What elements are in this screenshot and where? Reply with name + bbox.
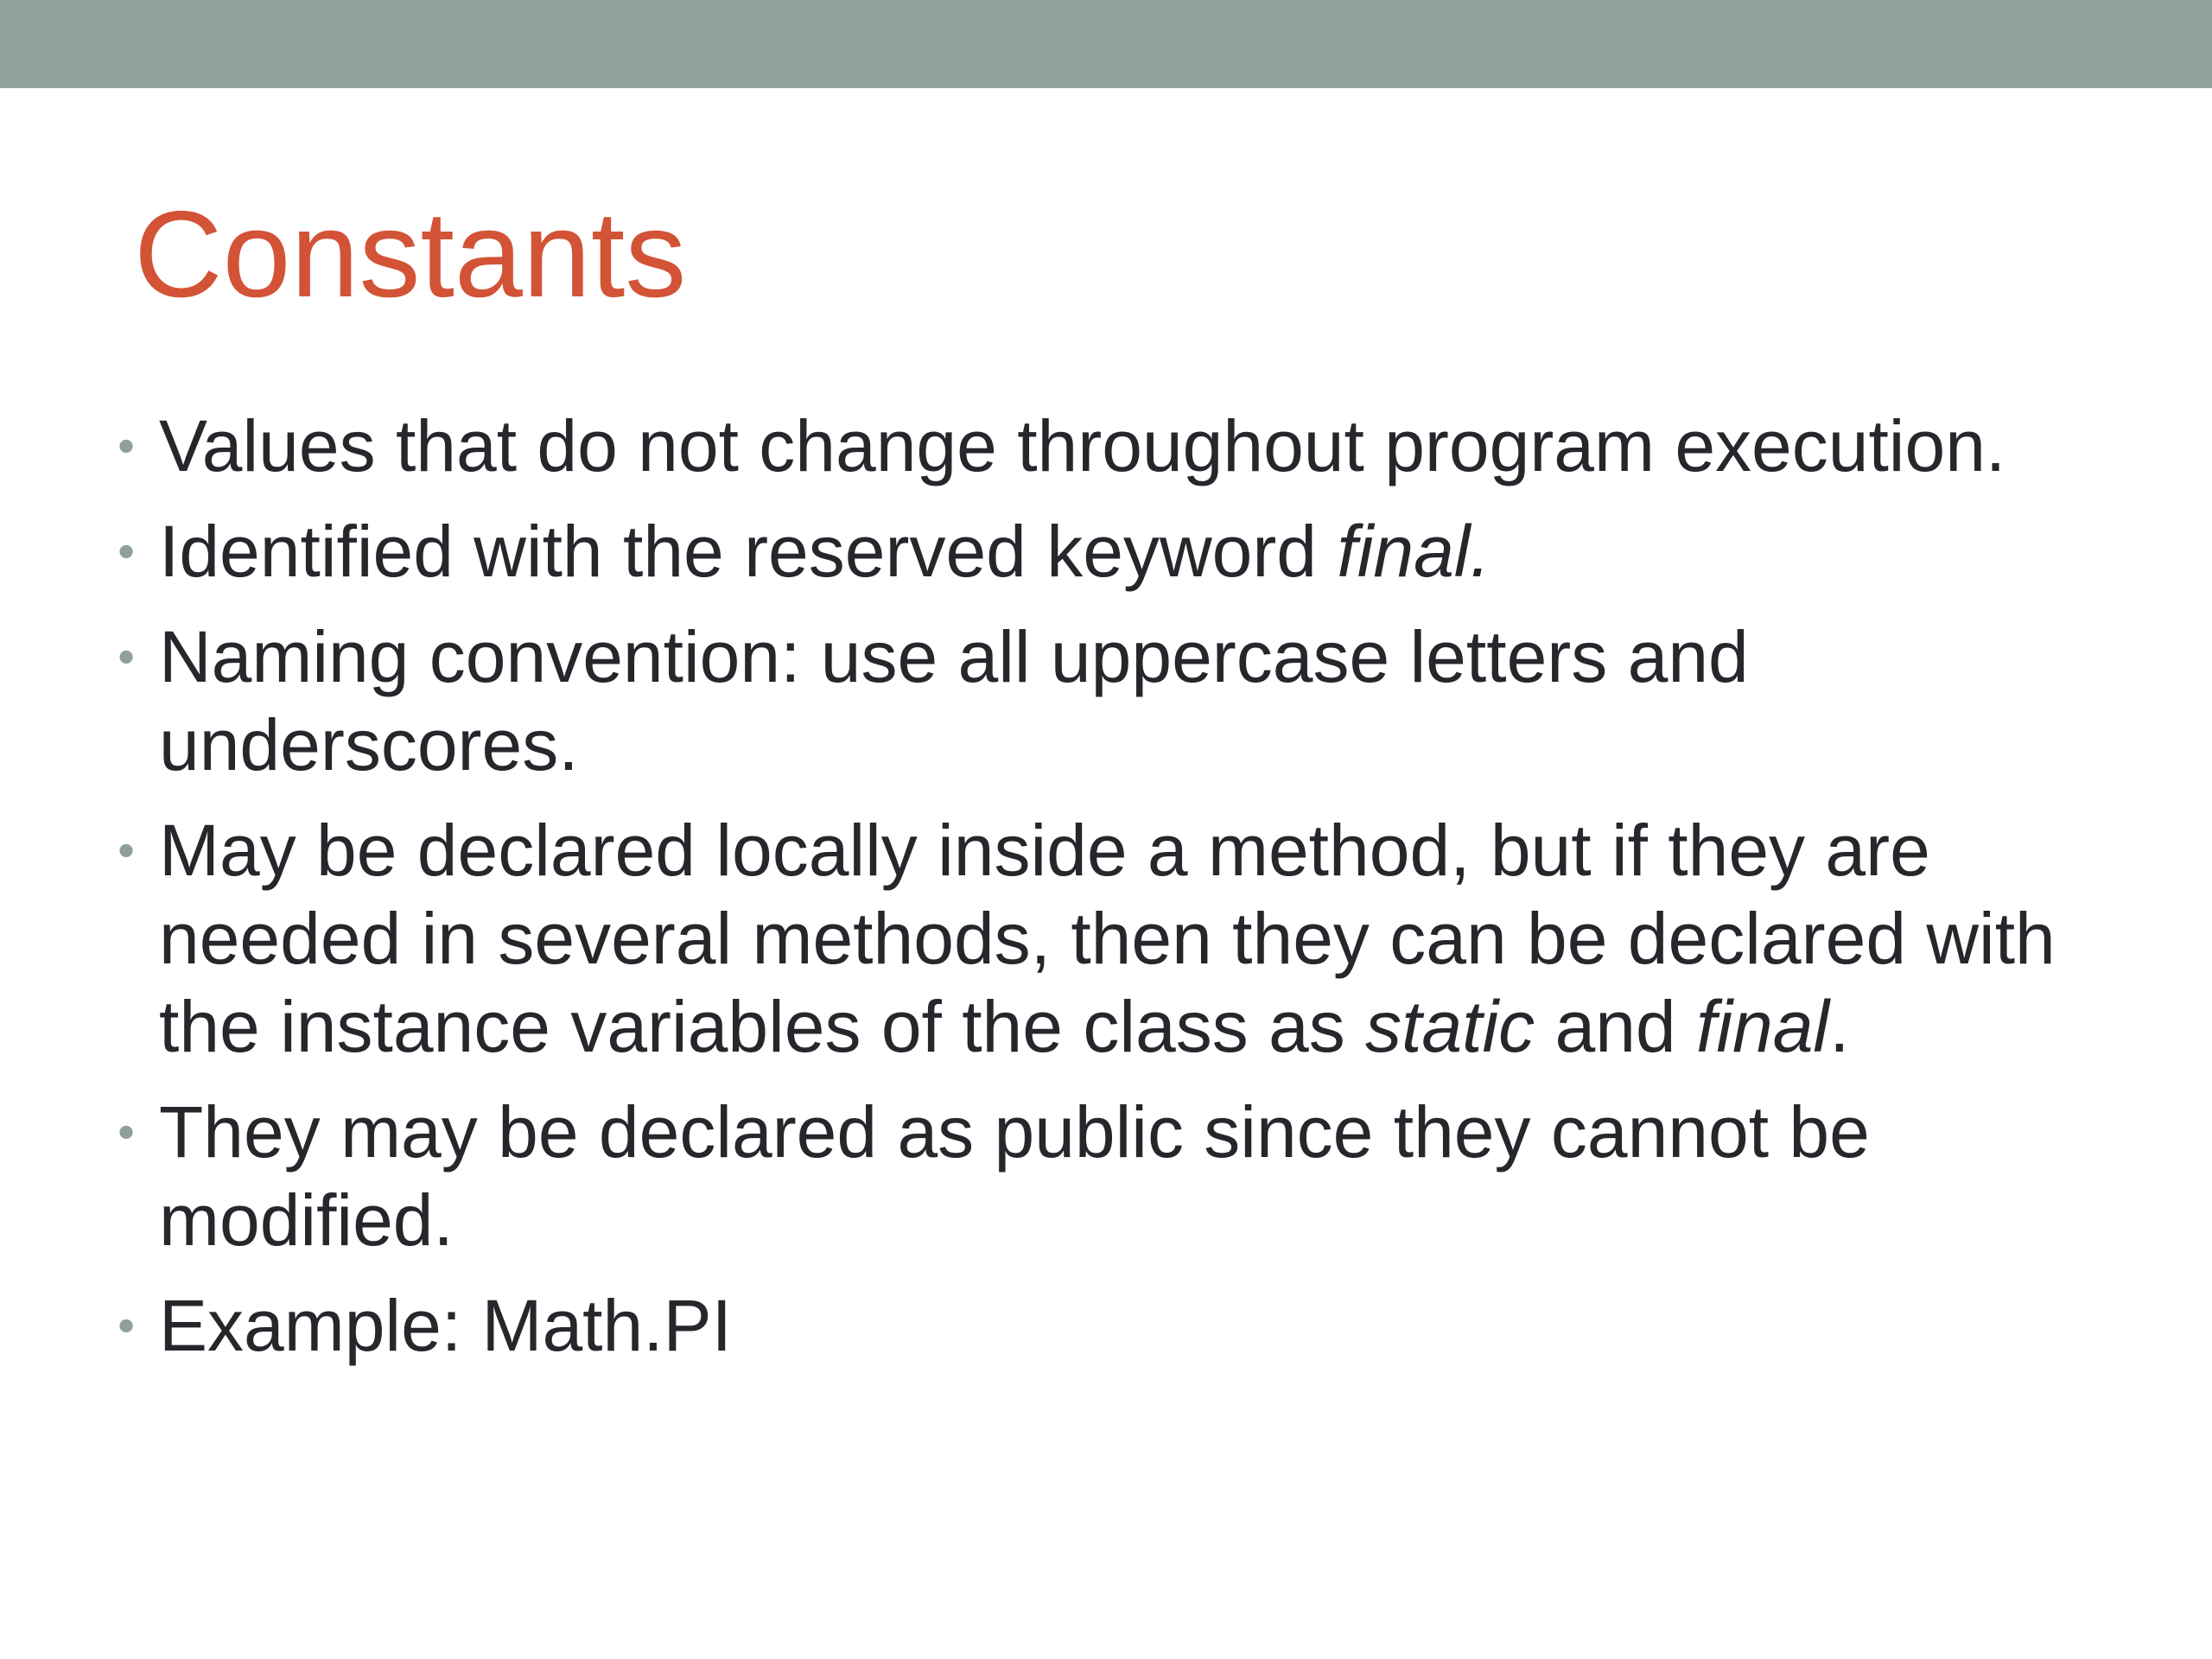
bullet-dot-icon: • bbox=[118, 823, 135, 877]
bullet-text: Naming convention: use all uppercase letters and underscores. bbox=[159, 616, 1749, 785]
bullet-text bbox=[159, 511, 1491, 592]
header-band bbox=[0, 0, 2212, 88]
bullet-item-declaration bbox=[111, 806, 2124, 1071]
keyword-static-italic: static bbox=[1365, 986, 1535, 1067]
bullet-text: They may be declared as public since they cannot be modified. bbox=[159, 1091, 1870, 1261]
bullet-list bbox=[111, 402, 2124, 1387]
bullet-text-plain: . bbox=[1829, 986, 1850, 1067]
bullet-dot-icon: • bbox=[118, 524, 135, 578]
slide-title: Constants bbox=[134, 186, 687, 323]
bullet-item-example bbox=[111, 1281, 2124, 1370]
bullet-text-plain: Identified with the reserved keyword bbox=[159, 511, 1338, 592]
bullet-text: Values that do not change throughout program execution. bbox=[159, 405, 2006, 486]
bullet-dot-icon: • bbox=[118, 418, 135, 473]
bullet-dot-icon: • bbox=[118, 1298, 135, 1352]
keyword-final-italic: final. bbox=[1337, 511, 1491, 592]
bullet-text-plain: and bbox=[1535, 986, 1696, 1067]
bullet-item-values bbox=[111, 402, 2124, 490]
bullet-dot-icon: • bbox=[118, 629, 135, 683]
bullet-item-public bbox=[111, 1088, 2124, 1264]
bullet-text: Example: Math.PI bbox=[159, 1285, 732, 1366]
keyword-final-italic: final bbox=[1695, 986, 1830, 1067]
bullet-item-keyword bbox=[111, 507, 2124, 595]
bullet-item-naming bbox=[111, 613, 2124, 789]
bullet-text bbox=[159, 810, 2056, 1067]
bullet-dot-icon: • bbox=[118, 1104, 135, 1159]
bullet-text-plain: May be declared locally inside a method, but if they are needed in several methods, then they can be declared with the instance variables of the class as bbox=[159, 810, 2056, 1067]
